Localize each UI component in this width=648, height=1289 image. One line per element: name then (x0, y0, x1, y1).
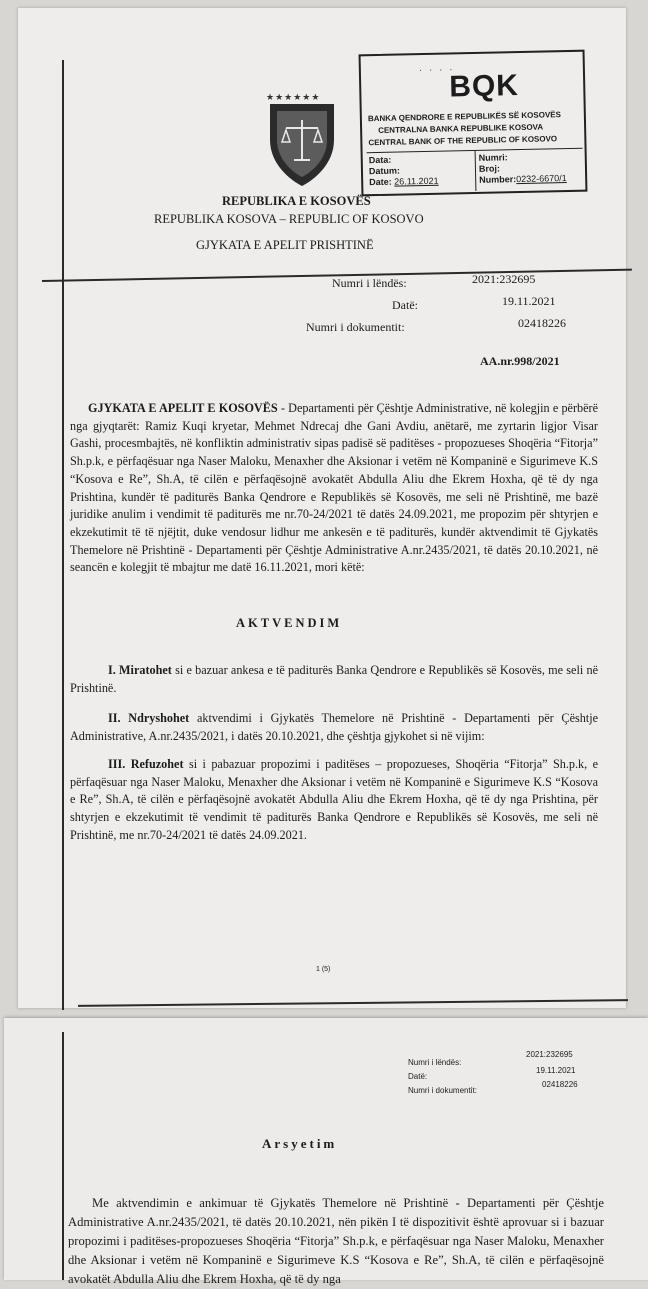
document-page-2 (4, 1018, 648, 1286)
document-number-label: Numri i dokumentit: (306, 320, 405, 334)
intro-paragraph: GJYKATA E APELIT E KOSOVËS - Departamenti për Çështje Administrative, në kolegjin e përbërë nga gjyqtarët: Ramiz Kuqi kryetar, Mehmet Ndrecaj dhe Gani Avdiu, anëtarë, me zyrtarin ligjor Visar Gashi, procesmbajtës, në konfliktin administrativ sipas padisë së paditëses - propozueses Shoqëria “Fitorja” Sh.p.k, e përfaqësuar nga Naser Maloku, Menaxher dhe Aksionar i vetëm në Kompaninë e Sigurimeve K.S “Kosova e Re”, Sh.A, të cilën e përfaqësojnë avokatët Abdulla Aliu dhe Ekrem Hoxha, që të dy nga Prishtina, kundër të paditurës Banka Qendrore e Republikës së Kosovës, me seli në Prishtinë, me bazë juridike anulim i vendimit të paditurës me nr.70-24/2021 të datës 24.09.2021, me propozim për shtyrjen e ekzekutimit të të njëjtit, duke vendosur lidhur me ankesën e të paditurës, kundër aktvendimit të Gjykatës Themelore në Prishtinë - Departamenti për Çështje Administrative A.nr.2435/2021, të datës 20.10.2021, në seancën e kolegjit të mbajtur me datë 16.11.2021, mori këtë: (70, 401, 598, 575)
stamp-name-en: CENTRAL BANK OF THE REPUBLIC OF KOSOVO (368, 134, 558, 148)
footer-line (78, 999, 628, 1007)
stamp-fields (367, 148, 584, 194)
margin-line (62, 60, 64, 1010)
case-number-value: 2021:232695 (472, 272, 536, 286)
page-number: 1 (5) (316, 966, 331, 973)
central-bank-receipt-stamp (359, 50, 588, 197)
header-republic-sq: REPUBLIKA E KOSOVËS (222, 194, 371, 208)
header-court-name: GJYKATA E APELIT PRISHTINË (196, 238, 374, 252)
case-number-label: Numri i lëndës: (332, 276, 407, 290)
reasoning-paragraph: Me aktvendimin e ankimuar të Gjykatës Themelore në Prishtinë - Departamenti për Çështje Administrative A.nr.2435/2021, të datës 20.10.2021, nën pikën I të dispozitivit është aprovuar si i bazuar propozimi i paditëses-propozueses Shoqëria “Fitorja” Sh.p.k, e përfaqësuar nga Naser Maloku, Menaxher dhe Aksionar i vetëm në Kompaninë e Sigurimeve K.S “Kosova e Re”, Sh.A, të cilën e përfaqësojnë avokatët Abdulla Aliu dhe Ekrem Hoxha, që të dy nga (68, 1196, 604, 1286)
date-value: 19.11.2021 (502, 294, 556, 308)
stamp-date-labels: Data: Datum: Date: 26.11.2021 (368, 154, 439, 188)
header-republic-multi: REPUBLIKA KOSOVA – REPUBLIC OF KOSOVO (154, 212, 424, 226)
stamp-number-value: 0232-6670/1 (516, 173, 567, 185)
p2-date-label: Datë: (408, 1072, 428, 1081)
decision-item-2: II. Ndryshohet aktvendimi i Gjykatës Themelore në Prishtinë - Departamenti për Çështje Administrative, A.nr.2435/2021, i datës 20.10.2021, dhe çështja gjykohet si në vijim: (70, 711, 598, 743)
document-number-value: 02418226 (518, 316, 566, 330)
p2-case-value: 2021:232695 (526, 1050, 573, 1059)
reasoning-title: Arsyetim (262, 1136, 338, 1151)
p2-doc-label: Numri i dokumentit: (408, 1086, 477, 1095)
court-lead: GJYKATA E APELIT E KOSOVËS (88, 401, 278, 415)
decision-item-1: I. Miratohet si e bazuar ankesa e të paditurës Banka Qendrore e Republikës së Kosovës, me seli në Prishtinë. (70, 663, 598, 695)
decision-title: AKTVENDIM (236, 616, 343, 630)
stamp-name-sq: BANKA QENDRORE E REPUBLIKËS SË KOSOVËS (367, 110, 562, 124)
margin-line-2 (62, 1032, 64, 1280)
stamp-date-value: 26.11.2021 (394, 175, 439, 187)
p2-doc-value: 02418226 (542, 1080, 578, 1089)
stamp-name-sr: CENTRALNA BANKA REPUBLIKE KOSOVA (378, 122, 544, 135)
case-reference: AA.nr.998/2021 (480, 354, 560, 368)
stamp-number-labels: Numri: Broj: Number:0232-6670/1 (478, 152, 567, 185)
p2-date-value: 19.11.2021 (536, 1066, 576, 1075)
kosovo-court-emblem-icon (264, 94, 340, 190)
document-page-1 (18, 8, 626, 1008)
emblem-stars-icon: ★★★★★★ (266, 92, 321, 102)
bqk-logo: BQK (448, 69, 520, 104)
date-label: Datë: (392, 298, 418, 312)
p2-case-label: Numri i lëndës: (408, 1058, 462, 1067)
bqk-stars-icon: · · · · (418, 64, 455, 77)
decision-item-3: III. Refuzohet si i pabazuar propozimi i paditëses – propozueses, Shoqëria “Fitorja” Sh.p.k, e përfaqësuar nga Naser Maloku, Menaxher dhe Aksionar i vetëm në Kompaninë e Sigurimeve K.S “Kosova e Re”, Sh.A, të cilën e përfaqësojnë avokatët Abdulla Aliu dhe Ekrem Hoxha, që të dy nga Prishtina, për shtyrjen e ekzekutimit të vendimit të paditurës Banka Qendrore e Republikës së Kosovës, me seli në Prishtinë, me nr.70-24/2021 të datës 24.09.2021. (70, 757, 599, 842)
